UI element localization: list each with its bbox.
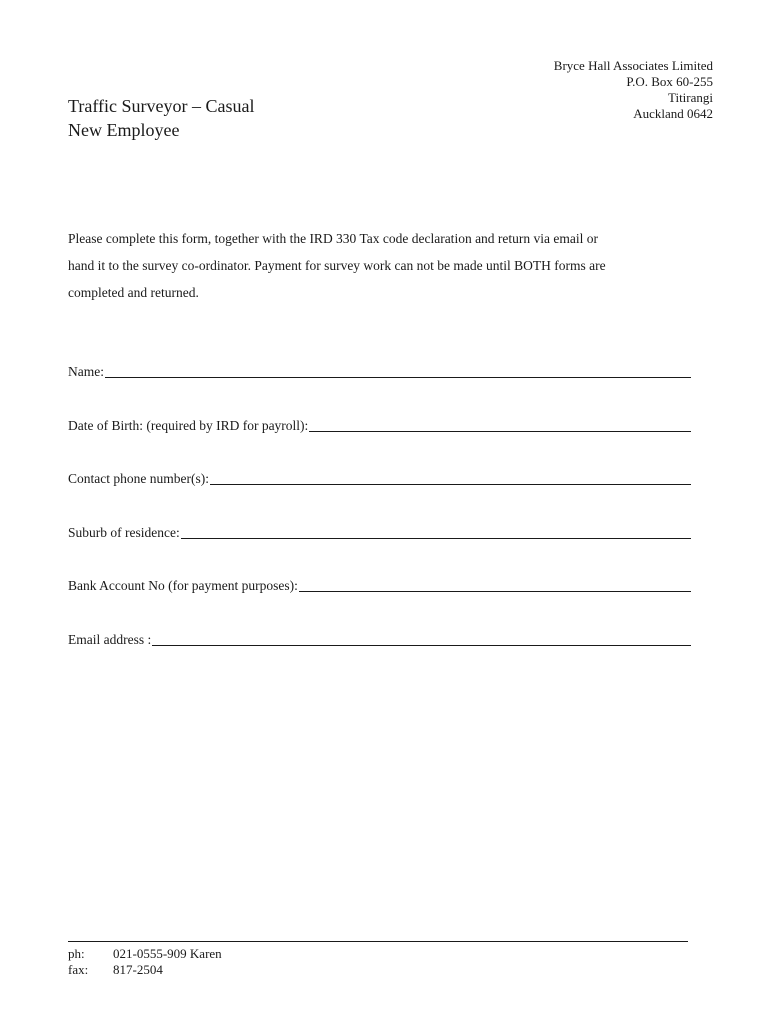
company-address bbox=[554, 58, 713, 122]
company-po-box: P.O. Box 60-255 bbox=[626, 74, 713, 89]
name-field[interactable] bbox=[68, 358, 691, 380]
suburb-input-line[interactable] bbox=[181, 538, 691, 539]
footer-contact bbox=[68, 946, 222, 978]
contact-phone-label: Contact phone number(s): bbox=[68, 471, 209, 486]
intro-paragraph bbox=[68, 225, 698, 306]
date-of-birth-input-line[interactable] bbox=[309, 431, 691, 432]
suburb-label: Suburb of residence: bbox=[68, 524, 180, 540]
form-fields bbox=[68, 358, 691, 679]
footer-phone-value: 021-0555-909 Karen bbox=[113, 946, 222, 961]
intro-line2: hand it to the survey co-ordinator. Payment for survey work can not be made until BOTH forms are bbox=[68, 258, 606, 273]
contact-phone-field[interactable] bbox=[68, 465, 691, 487]
footer-fax-label: fax: bbox=[68, 962, 89, 977]
contact-phone-input-line[interactable] bbox=[210, 484, 691, 485]
footer-phone-row bbox=[68, 946, 222, 962]
company-city: Auckland 0642 bbox=[633, 106, 713, 121]
date-of-birth-label: Date of Birth: (required by IRD for payroll): bbox=[68, 417, 309, 433]
form-title bbox=[68, 94, 254, 142]
form-title-line1: Traffic Surveyor – Casual bbox=[68, 96, 255, 116]
footer-phone-label: ph: bbox=[68, 946, 85, 961]
email-field[interactable] bbox=[68, 626, 691, 648]
name-input-line[interactable] bbox=[105, 377, 691, 378]
intro-line3: completed and returned. bbox=[68, 285, 199, 300]
company-name: Bryce Hall Associates Limited bbox=[553, 58, 713, 73]
footer-divider bbox=[68, 941, 688, 942]
email-label: Email address : bbox=[68, 631, 152, 647]
bank-account-input-line[interactable] bbox=[299, 591, 691, 592]
footer-fax-row bbox=[68, 962, 222, 978]
intro-line1: Please complete this form, together with the IRD 330 Tax code declaration and return via email or bbox=[68, 231, 599, 246]
date-of-birth-field[interactable] bbox=[68, 412, 691, 434]
suburb-field[interactable] bbox=[68, 519, 691, 541]
email-input-line[interactable] bbox=[152, 645, 691, 646]
form-title-line2: New Employee bbox=[68, 120, 180, 140]
bank-account-field[interactable] bbox=[68, 572, 691, 594]
bank-account-label: Bank Account No (for payment purposes): bbox=[68, 578, 298, 593]
company-suburb: Titirangi bbox=[667, 90, 713, 105]
name-label: Name: bbox=[68, 364, 104, 379]
footer-fax-value: 817-2504 bbox=[113, 962, 163, 977]
